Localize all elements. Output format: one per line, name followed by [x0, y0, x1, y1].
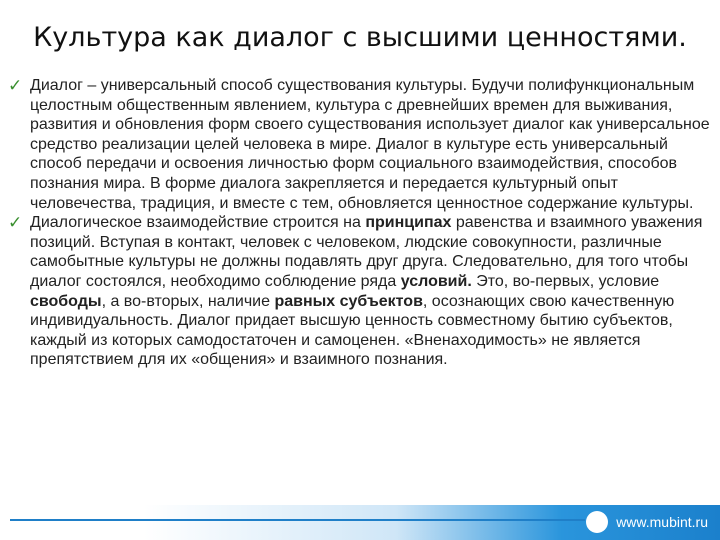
- content-list: [8, 76, 712, 370]
- footer-divider: [10, 519, 585, 521]
- bullet-text-2: [30, 213, 712, 370]
- footer-url: www.mubint.ru: [616, 514, 708, 530]
- bullet-2-seg-freedom: свободы: [30, 292, 102, 310]
- bullet-2-seg-9: , осознающих свою качественную индивидуальность. Диалог придает высшую ценность совместному бытию субъектов, каждый из которых самодостаточен и самоценен. «Вненаходимость» не является препятствием для их «общения» и взаимного познания.: [30, 292, 675, 369]
- bullet-2-seg-7: , а во-вторых, наличие: [101, 292, 275, 310]
- checkmark-icon: ✓: [8, 76, 23, 95]
- bullet-item-2: [8, 213, 712, 370]
- footer: [0, 505, 720, 540]
- bullet-2-seg-equal-subjects: равных субъектов: [274, 292, 423, 310]
- mubint-logo-icon: [586, 511, 608, 533]
- bullet-2-seg-conditions: условий.: [400, 272, 472, 290]
- bullet-item-1: [8, 76, 712, 213]
- bullet-1-seg-1: Диалог – универсальный способ существования культуры. Будучи полифункциональным целостным общественным явлением, культура с древнейших времен для выживания, развития и обновления форм своего существования использует диалог как универсальное средство реализации целей человека в мире. Диалог в культуре есть универсальный способ передачи и освоения личностью форм социального взаимодействия, способов познания мира. В форме диалога закрепляется и передается культурный опыт человечества, традиция, и вместе с тем, обновляется ценностное содержание культуры.: [30, 77, 710, 212]
- checkmark-icon: ✓: [8, 213, 23, 233]
- bullet-2-seg-3: равенства и взаимного уважения позиций. Вступая в контакт, человек с человеком, людские совокупности, различные самобытные культуры не должны подавлять друг друга. Следовательно, для того чтобы диалог состоялся, необходимо соблюдение ряда: [30, 214, 703, 290]
- footer-bar: [0, 505, 720, 540]
- bullet-2-seg-principles: принципах: [365, 214, 452, 232]
- bullet-2-seg-1: Диалогическое взаимодействие строится на: [30, 214, 366, 232]
- slide-title: Культура как диалог с высшими ценностями.: [33, 22, 687, 53]
- bullet-2-seg-5: Это, во-первых, условие: [471, 272, 660, 290]
- bullet-text-1: [30, 76, 712, 213]
